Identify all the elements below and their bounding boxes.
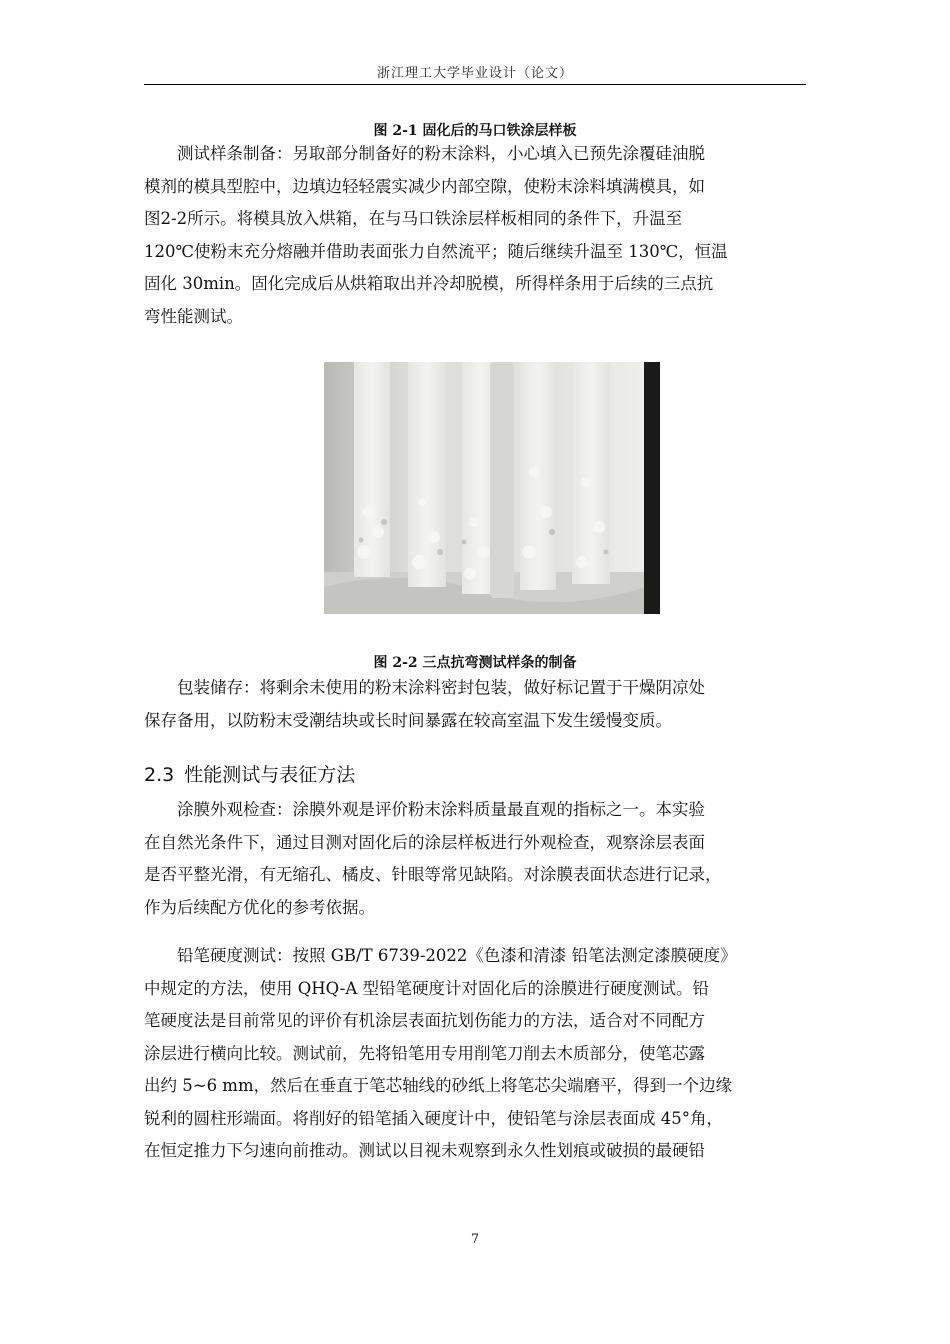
paragraph-line: 模剂的模具型腔中，边填边轻轻震实减少内部空隙，使粉末涂料填满模具，如: [144, 176, 705, 196]
section-number: 2.3: [144, 764, 175, 786]
paragraph-pencil-hardness: [144, 940, 806, 1168]
paragraph-line: 在自然光条件下，通过目测对固化后的涂层样板进行外观检查，观察涂层表面: [144, 832, 705, 852]
paragraph-line: 涂膜外观检查：涂膜外观是评价粉末涂料质量最直观的指标之一。本实验: [177, 800, 705, 819]
paragraph-line: 测试样条制备：另取部分制备好的粉末涂料，小心填入已预先涂覆硅油脱: [177, 144, 705, 163]
paragraph-line: 包装储存：将剩余未使用的粉末涂料密封包装，做好标记置于干燥阴凉处: [177, 678, 705, 697]
figure-2-1-caption: 图 2-1 固化后的马口铁涂层样板: [373, 123, 577, 139]
paragraph-line: 在恒定推力下匀速向前推动。测试以目视未观察到永久性划痕或破损的最硬铅: [144, 1141, 705, 1160]
mold-illustration: [324, 362, 660, 614]
paragraph-storage: [144, 672, 806, 737]
paragraph-line: 铅笔硬度测试：按照 GB/T 6739-2022《色漆和清漆 铅笔法测定漆膜硬度》: [177, 946, 737, 965]
section-heading: [144, 760, 365, 787]
paragraph-line: 保存备用，以防粉末受潮结块或长时间暴露在较高室温下发生缓慢变质。: [144, 710, 672, 730]
paragraph-line: 出约 5~6 mm，然后在垂直于笔芯轴线的砂纸上将笔芯尖端磨平，得到一个边缘: [144, 1076, 733, 1095]
paragraph-line: 120℃使粉末充分熔融并借助表面张力自然流平；随后继续升温至 130℃，恒温: [144, 241, 728, 261]
paragraph-line: 固化 30min。固化完成后从烘箱取出并冷却脱模，所得样条用于后续的三点抗: [144, 274, 714, 293]
paragraph-line: 涂层进行横向比较。测试前，先将铅笔用专用削笔刀削去木质部分，使笔芯露: [144, 1043, 705, 1063]
paragraph-line: 笔硬度法是目前常见的评价有机涂层表面抗划伤能力的方法，适合对不同配方: [144, 1011, 705, 1030]
figure-2-2-caption: 图 2-2 三点抗弯测试样条的制备: [373, 655, 577, 671]
paragraph-line: 图2-2所示。将模具放入烘箱，在与马口铁涂层样板相同的条件下，升温至: [144, 209, 683, 228]
paragraph-line: 弯性能测试。: [144, 306, 243, 326]
running-header: 浙江理工大学毕业设计（论文）: [376, 66, 573, 81]
section-title: 性能测试与表征方法: [184, 764, 356, 786]
paragraph-line: 锐利的圆柱形端面。将削好的铅笔插入硬度计中，使铅笔与涂层表面成 45°角，: [144, 1108, 723, 1128]
specimen-mold-photo: [324, 362, 660, 614]
header-rule: [144, 84, 806, 85]
paragraph-line: 作为后续配方优化的参考依据。: [144, 897, 375, 917]
paragraph-line: 中规定的方法，使用 QHQ-A 型铅笔硬度计对固化后的涂膜进行硬度测试。铅: [144, 978, 710, 998]
page-number: 7: [470, 1232, 480, 1247]
paragraph-specimen-prep: [144, 138, 806, 333]
paragraph-appearance: [144, 794, 806, 924]
paragraph-line: 是否平整光滑，有无缩孔、橘皮、针眼等常见缺陷。对涂膜表面状态进行记录，: [144, 865, 722, 884]
